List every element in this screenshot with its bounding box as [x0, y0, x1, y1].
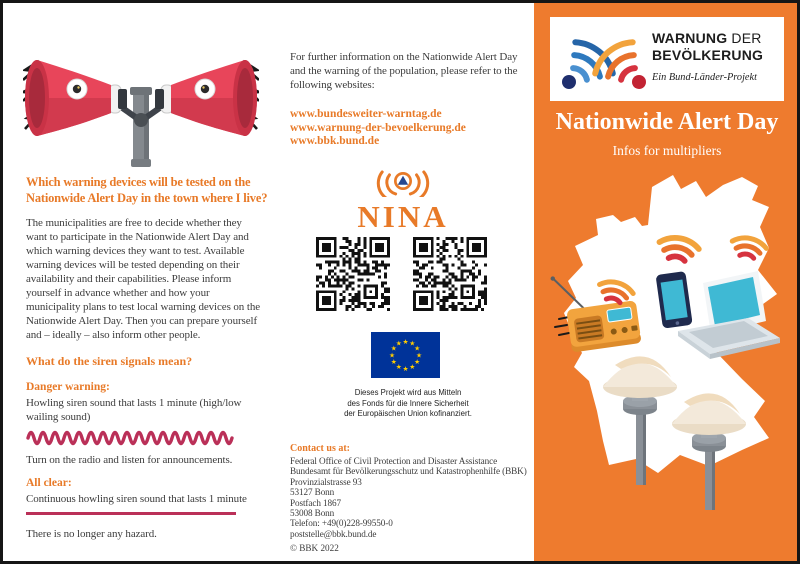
germany-map-silhouette — [544, 169, 800, 525]
logo-word-warnung: WARNUNG — [652, 30, 728, 46]
svg-text:★: ★ — [388, 351, 396, 360]
cover-panel — [534, 3, 800, 561]
no-hazard-text: There is no longer any hazard. — [26, 528, 157, 540]
eu-cofinancing-note: Dieses Projekt wird aus Mitteln des Fonds für die Innere Sicherheit der Europäischen Union kofinanziert. — [344, 388, 472, 418]
nina-wordmark: NINA — [357, 199, 449, 234]
nina-icon — [355, 163, 451, 197]
qr-code-left[interactable] — [316, 237, 390, 311]
contact-line: Postfach 1867 — [290, 497, 342, 508]
svg-text:★: ★ — [409, 363, 416, 371]
svg-text:★: ★ — [415, 351, 423, 360]
website-links — [290, 108, 530, 149]
continuous-siren-line — [26, 512, 236, 515]
siren-mast-illustration — [23, 37, 259, 171]
warnung-der-bevoelkerung-logo — [550, 17, 784, 101]
svg-text:★: ★ — [409, 339, 416, 348]
svg-text:★: ★ — [395, 339, 402, 348]
contact-email[interactable]: poststelle@bbk.bund.de — [290, 528, 377, 539]
left-heading: Which warning devices will be tested on the Nationwide Alert Day in the town where I live? — [26, 175, 268, 205]
danger-warning-label: Danger warning: — [26, 381, 110, 393]
all-clear-label: All clear: — [26, 477, 72, 489]
contact-line: 53008 Bonn — [290, 508, 335, 519]
svg-text:★: ★ — [414, 344, 421, 353]
svg-text:★: ★ — [390, 358, 397, 366]
cover-subtitle: Infos for multipliers — [612, 143, 722, 158]
link-bundesweiter-warntag[interactable]: www.bundesweiter-warntag.de — [290, 108, 442, 120]
svg-text:★: ★ — [402, 364, 409, 373]
copyright-text: © BBK 2022 — [290, 543, 339, 553]
contact-label: Contact us at: — [290, 443, 350, 454]
qr-code-right[interactable] — [413, 237, 487, 311]
warn-logo-arcs-icon — [558, 25, 650, 93]
logo-word-der: DER — [727, 30, 762, 46]
contact-line: Federal Office of Civil Protection and Disaster Assistance — [290, 456, 498, 466]
nina-warn-app-logo — [303, 163, 503, 232]
left-body-text: The municipalities are free to decide whether they want to participate in the Nationwide Alert Day and which warning devices they want to test. Available warning devices will be tested depending on their availability and their capabilities. Please inform yourself in advance whether and how your municipality plans to test local warning devices on the Nationwide Alert Day. Then you can prepare yourself and – ideally – also inform other people. — [26, 217, 260, 341]
svg-text:★: ★ — [414, 358, 421, 366]
danger-warning-text: Howling siren sound that lasts 1 minute (high/low wailing sound) — [26, 397, 242, 423]
contact-line: 53127 Bonn — [290, 487, 335, 498]
svg-text:★: ★ — [390, 344, 397, 353]
logo-tagline: Ein Bund-Länder-Projekt — [652, 72, 757, 83]
warn-logo-text — [652, 30, 780, 83]
svg-text:★: ★ — [395, 363, 402, 371]
radio-note-text: Turn on the radio and listen for announcements. — [26, 454, 233, 466]
contact-line: Telefon: +49(0)228-99550-0 — [290, 518, 393, 529]
siren-signals-heading: What do the siren signals mean? — [26, 354, 193, 368]
contact-line: Bundesamt für Bevölkerungsschutz und Katastrophenhilfe (BBK) — [290, 466, 527, 477]
howling-siren-waveform — [26, 424, 238, 446]
contact-line: Provinzialstrasse 93 — [290, 476, 362, 487]
horn-right — [155, 60, 257, 136]
link-warnung-der-bevoelkerung[interactable]: www.warnung-der-bevoelkerung.de — [290, 121, 466, 134]
middle-intro-text: For further information on the Nationwide Alert Day and the warning of the population, please refer to the following websites: — [290, 51, 518, 91]
all-clear-text: Continuous howling siren sound that lasts 1 minute — [26, 493, 247, 505]
svg-text:★: ★ — [402, 337, 409, 346]
contact-block — [290, 456, 534, 539]
logo-word-bevoelkerung: BEVÖLKERUNG — [652, 47, 764, 63]
link-bbk-bund[interactable]: www.bbk.bund.de — [290, 135, 380, 147]
cover-title: Nationwide Alert Day — [555, 109, 779, 135]
horn-left — [25, 60, 127, 136]
eu-flag — [371, 332, 440, 383]
